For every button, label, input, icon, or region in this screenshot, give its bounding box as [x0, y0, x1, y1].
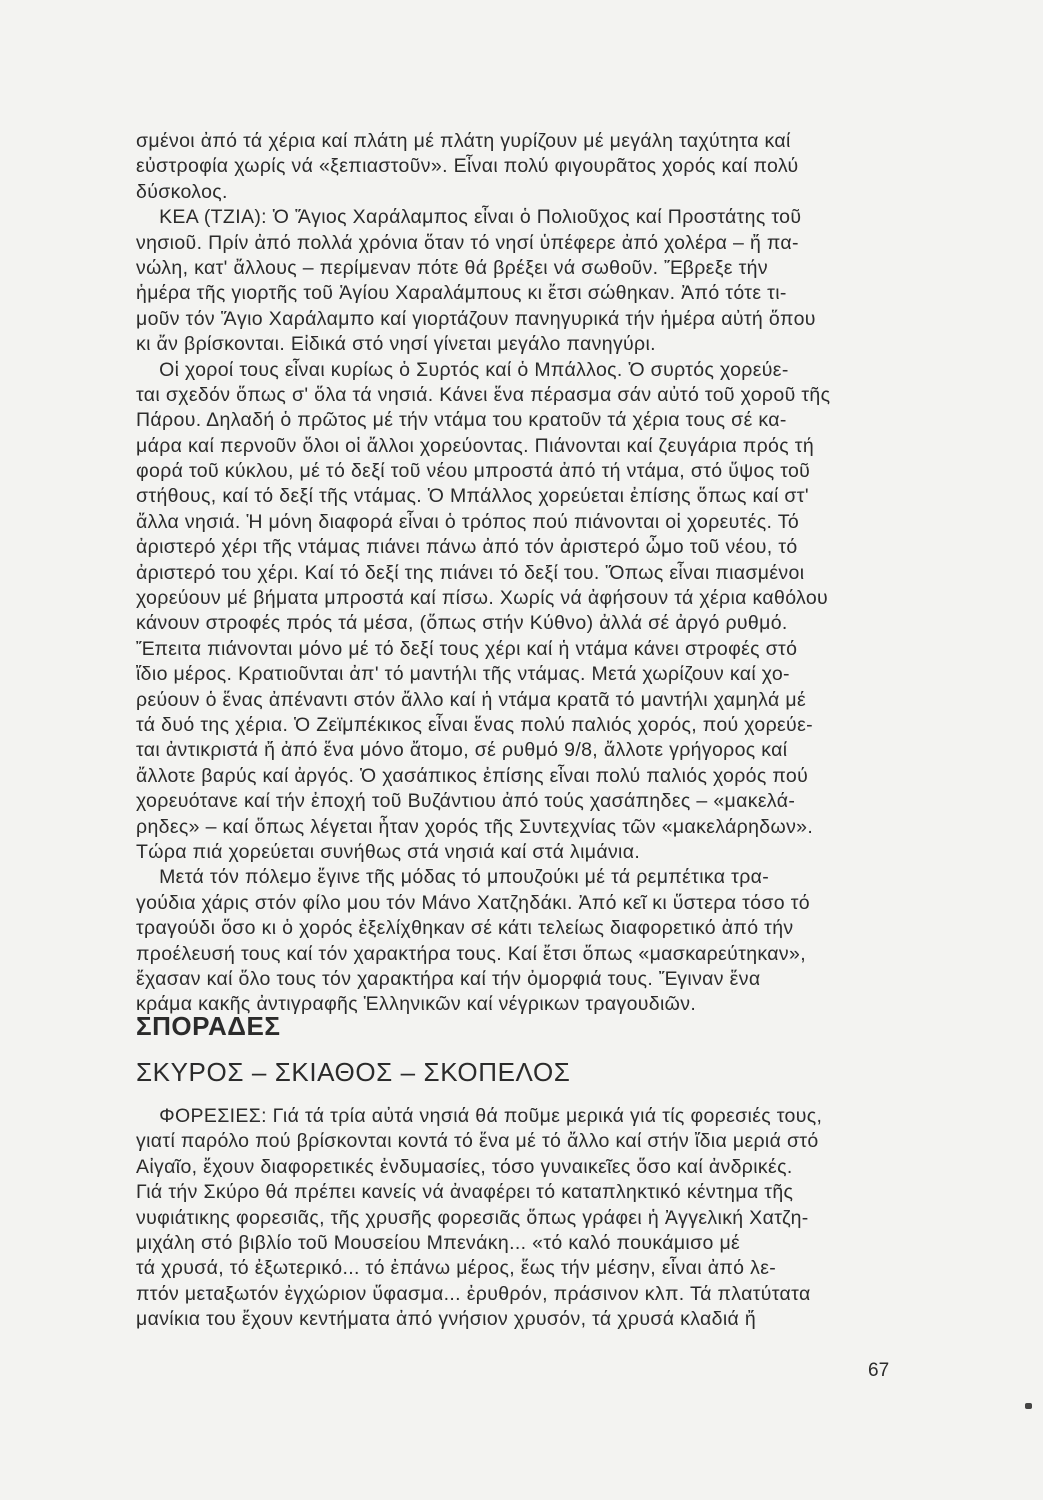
text-line: πτόν μεταξωτόν ἐγχώριον ὕφασμα... ἐρυθρόν, πράσινον κλπ. Τά πλατύτατα — [136, 1282, 811, 1305]
scan-speck — [1025, 1403, 1032, 1409]
text-line: γιατί παρόλο πού βρίσκονται κοντά τό ἕνα μέ τό ἄλλο καί στήν ἴδια μεριά στό — [136, 1130, 819, 1153]
text-line: ἔχασαν καί ὅλο τους τόν χαρακτήρα καί τήν ὀμορφιά τους. Ἔγιναν ἕνα — [136, 967, 761, 990]
subsection-heading-islands: ΣΚΥΡΟΣ – ΣΚΙΑΘΟΣ – ΣΚΟΠΕΛΟΣ — [136, 1057, 571, 1087]
text-line: τά δυό της χέρια. Ὁ Ζεϊμπέκικος εἶναι ἕνας πολύ παλιός χορός, πού χορεύε- — [136, 713, 813, 736]
text-line: τά χρυσά, τό ἐξωτερικό... τό ἐπάνω μέρος, ἕως τήν μέσην, εἶναι ἀπό λε- — [136, 1257, 777, 1280]
text-line: ἀριστερό χέρι τῆς ντάμας πιάνει πάνω ἀπό τόν ἀριστερό ὦμο τοῦ νέου, τό — [136, 536, 798, 559]
section-heading-sporades: ΣΠΟΡΑΔΕΣ — [136, 1011, 281, 1041]
body-text-block-1 — [136, 129, 896, 1018]
text-line: ἴδιο μέρος. Κρατιοῦνται ἀπ' τό μαντήλι τῆς ντάμας. Μετά χωρίζουν καί χο- — [136, 663, 790, 686]
text-line: κράμα κακῆς ἀντιγραφῆς Ἑλληνικῶν καί νέγρικων τραγουδιῶν. — [136, 993, 697, 1016]
text-line: ται σχεδόν ὅπως σ' ὅλα τά νησιά. Κάνει ἕνα πέρασμα σάν αὐτό τοῦ χοροῦ τῆς — [136, 383, 831, 406]
text-line: Τώρα πιά χορεύεται συνήθως στά νησιά καί στά λιμάνια. — [136, 840, 641, 863]
text-line: χορευότανε καί τήν ἐποχή τοῦ Βυζάντιου ἀπό τούς χασάπηδες – «μακελά- — [136, 790, 796, 813]
text-line: κάνουν στροφές πρός τά μέσα, (ὅπως στήν Κύθνο) ἀλλά σέ ἀργό ρυθμό. — [136, 612, 788, 635]
text-line: Μετά τόν πόλεμο ἔγινε τῆς μόδας τό μπουζούκι μέ τά ρεμπέτικα τρα- — [136, 866, 770, 889]
text-line: ρεύουν ὁ ἕνας ἀπέναντι στόν ἄλλο καί ἡ ντάμα κρατᾶ τό μαντήλι χαμηλά μέ — [136, 688, 807, 711]
text-line: δύσκολος. — [136, 180, 228, 203]
text-line: τραγούδι ὅσο κι ὁ χορός ἐξελίχθηκαν σέ κάτι τελείως διαφορετικό ἀπό τήν — [136, 917, 794, 940]
text-line: προέλευσή τους καί τόν χαρακτήρα τους. Καί ἔτσι ὅπως «μασκαρεύτηκαν», — [136, 942, 806, 965]
text-line: ται ἀντικριστά ἤ ἀπό ἕνα μόνο ἄτομο, σέ ρυθμό 9/8, ἄλλοτε γρήγορος καί — [136, 739, 788, 762]
text-line: Ἔπειτα πιάνονται μόνο μέ τό δεξί τους χέρι καί ἡ ντάμα κάνει στροφές στό — [136, 637, 798, 660]
text-line: Οἱ χοροί τους εἶναι κυρίως ὁ Συρτός καί ὁ Μπάλλος. Ὁ συρτός χορεύε- — [136, 358, 789, 381]
text-line: Γιά τήν Σκύρο θά πρέπει κανείς νά ἀναφέρει τό καταπληκτικό κέντημα τῆς — [136, 1181, 794, 1204]
text-line: μοῦν τόν Ἅγιο Χαράλαμπο καί γιορτάζουν πανηγυρικά τήν ἡμέρα αὐτή ὅπου — [136, 307, 816, 330]
text-line: ΦΟΡΕΣΙΕΣ: Γιά τά τρία αὐτά νησιά θά ποῦμε μερικά γιά τίς φορεσιές τους, — [136, 1105, 823, 1127]
text-line: μανίκια του ἔχουν κεντήματα ἀπό γνήσιον χρυσόν, τά χρυσά κλαδιά ἤ — [136, 1308, 757, 1331]
text-line: νυφιάτικης φορεσιᾶς, τῆς χρυσῆς φορεσιᾶς ὅπως γράφει ἡ Ἀγγελική Χατζη- — [136, 1206, 809, 1229]
text-line: μάρα καί περνοῦν ὅλοι οἱ ἄλλοι χορεύοντας. Πιάνονται καί ζευγάρια πρός τή — [136, 434, 815, 457]
text-line: γούδια χάρις στόν φίλο μου τόν Μάνο Χατζηδάκι. Ἀπό κεῖ κι ὕστερα τόσο τό — [136, 891, 810, 914]
text-line: νώλη, κατ' ἄλλους – περίμεναν πότε θά βρέξει νά σωθοῦν. Ἔβρεξε τήν — [136, 256, 768, 279]
text-line: ἡμέρα τῆς γιορτῆς τοῦ Ἁγίου Χαραλάμπους κι ἔτσι σώθηκαν. Ἀπό τότε τι- — [136, 282, 787, 305]
text-line: ρηδες» – καί ὅπως λέγεται ἦταν χορός τῆς Συντεχνίας τῶν «μακελάρηδων». — [136, 815, 814, 838]
text-line: ἄλλα νησιά. Ἡ μόνη διαφορά εἶναι ὁ τρόπος πού πιάνονται οἱ χορευτές. Τό — [136, 510, 800, 533]
text-line: στήθους, καί τό δεξί τῆς ντάμας. Ὁ Μπάλλος χορεύεται ἐπίσης ὅπως καί στ' — [136, 485, 809, 508]
text-line: ἄλλοτε βαρύς καί ἀργός. Ὁ χασάπικος ἐπίσης εἶναι πολύ παλιός χορός πού — [136, 764, 809, 787]
text-line: φορά τοῦ κύκλου, μέ τό δεξί τοῦ νέου μπροστά ἀπό τή ντάμα, στό ὕψος τοῦ — [136, 460, 811, 483]
text-line: ἀριστερό του χέρι. Καί τό δεξί της πιάνει τό δεξί του. Ὅπως εἶναι πιασμένοι — [136, 561, 805, 584]
text-line: εὐστροφία χωρίς νά «ξεπιαστοῦν». Εἶναι πολύ φιγουρᾶτος χορός καί πολύ — [136, 155, 799, 178]
text-line: ΚΕΑ (ΤΖΙΑ): Ὁ Ἅγιος Χαράλαμπος εἶναι ὁ Πολιοῦχος καί Προστάτης τοῦ — [136, 206, 802, 229]
text-line: Αἰγαῖο, ἔχουν διαφορετικές ἐνδυμασίες, τόσο γυναικεῖες ὅσο καί ἀνδρικές. — [136, 1155, 793, 1178]
text-line: νησιοῦ. Πρίν ἀπό πολλά χρόνια ὅταν τό νησί ὑπέφερε ἀπό χολέρα – ἤ πα- — [136, 231, 799, 254]
text-line: κι ἄν βρίσκονται. Εἰδικά στό νησί γίνεται μεγάλο πανηγύρι. — [136, 333, 656, 356]
page-number: 67 — [868, 1360, 890, 1381]
text-line: σμένοι ἀπό τά χέρια καί πλάτη μέ πλάτη γυρίζουν μέ μεγάλη ταχύτητα καί — [136, 130, 791, 152]
text-line: μιχάλη στό βιβλίο τοῦ Μουσείου Μπενάκη... «τό καλό πουκάμισο μέ — [136, 1231, 741, 1254]
body-text-block-2 — [136, 1104, 896, 1333]
text-line: χορεύουν μέ βήματα μπροστά καί πίσω. Χωρίς νά ἀφήσουν τά χέρια καθόλου — [136, 587, 829, 610]
text-line: Πάρου. Δηλαδή ὁ πρῶτος μέ τήν ντάμα του κρατοῦν τά χέρια τους σέ κα- — [136, 409, 787, 432]
